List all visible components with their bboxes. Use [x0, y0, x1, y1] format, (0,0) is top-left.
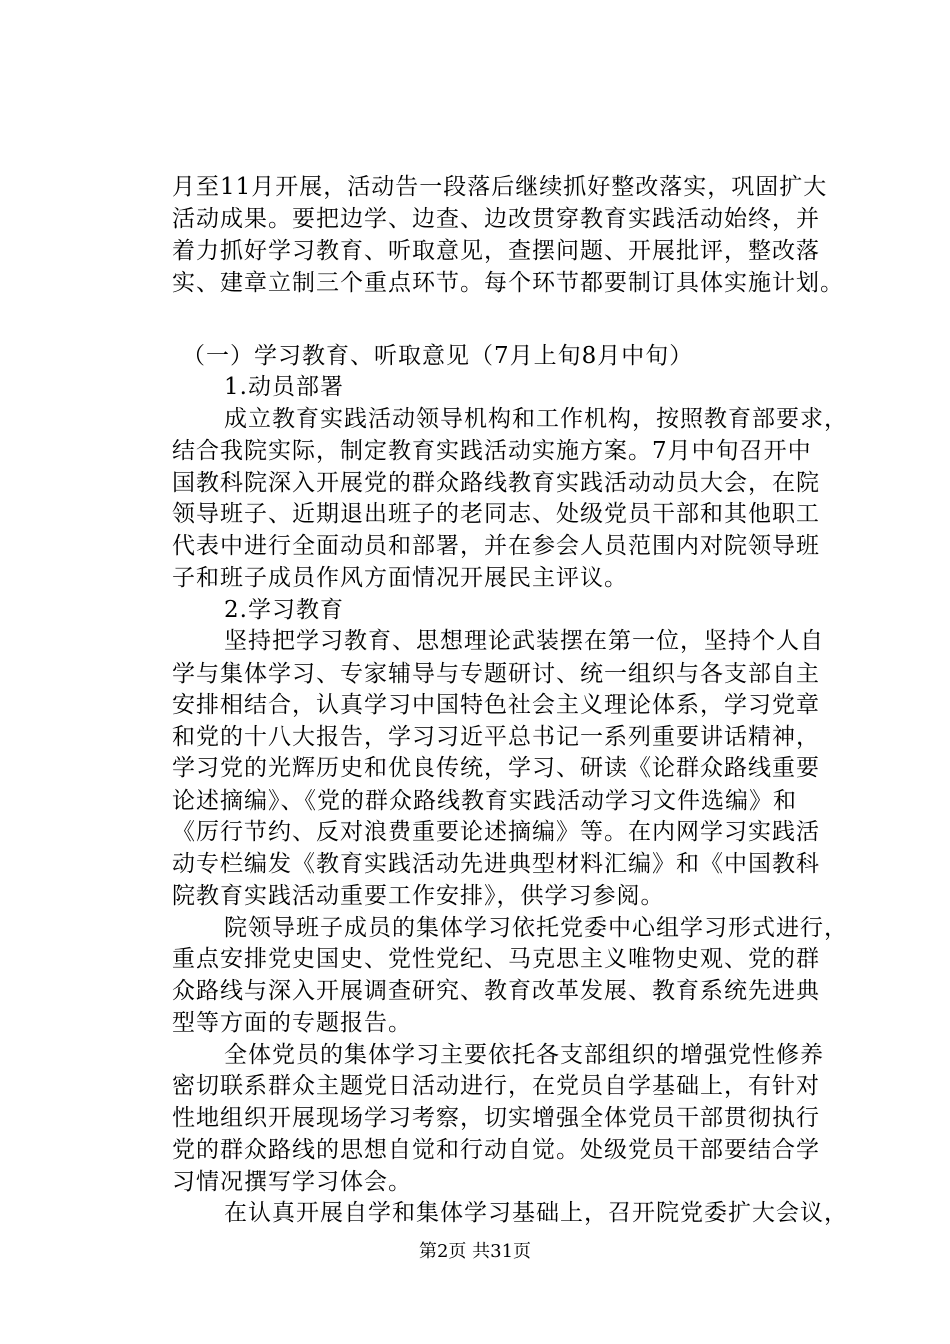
text-line: 月至11月开展，活动告一段落后继续抓好整改落实，巩固扩大	[172, 174, 828, 200]
paragraph-line: 国教科院深入开展党的群众路线教育实践活动动员大会，在院	[172, 470, 820, 496]
paragraph-line: 领导班子、近期退出班子的老同志、处级党员干部和其他职工	[172, 501, 820, 527]
paragraph-line: 和党的十八大报告，学习习近平总书记一系列重要讲话精神，	[172, 724, 820, 750]
paragraph-line: 成立教育实践活动领导机构和工作机构，按照教育部要求，	[224, 406, 848, 432]
paragraph-line: 在认真开展自学和集体学习基础上，召开院党委扩大会议，	[224, 1200, 848, 1226]
paragraph-line: 党的群众路线的思想自觉和行动自觉。处级党员干部要结合学	[172, 1137, 820, 1163]
subsection-heading: 1.动员部署	[224, 374, 344, 400]
paragraph-line: 动专栏编发《教育实践活动先进典型材料汇编》和《中国教科	[172, 851, 820, 877]
paragraph-line: 众路线与深入开展调查研究、教育改革发展、教育系统先进典	[172, 978, 820, 1004]
paragraph-line: 坚持把学习教育、思想理论武装摆在第一位，坚持个人自	[224, 628, 824, 654]
paragraph-line: 重点安排党史国史、党性党纪、马克思主义唯物史观、党的群	[172, 946, 820, 972]
text-line: 着力抓好学习教育、听取意见，查摆问题、开展批评，整改落	[172, 238, 820, 264]
page-footer: 第2页 共31页	[418, 1241, 532, 1262]
paragraph-line: 论述摘编》、《党的群众路线教育实践活动学习文件选编》和	[172, 788, 797, 814]
paragraph-line: 《厉行节约、反对浪费重要论述摘编》等。在内网学习实践活	[172, 819, 820, 845]
paragraph-line: 性地组织开展现场学习考察，切实增强全体党员干部贯彻执行	[172, 1105, 820, 1131]
paragraph-line: 院领导班子成员的集体学习依托党委中心组学习形式进行，	[224, 915, 848, 941]
text-line: 活动成果。要把边学、边查、边改贯穿教育实践活动始终，并	[172, 206, 820, 232]
paragraph-line: 子和班子成员作风方面情况开展民主评议。	[172, 565, 628, 591]
paragraph-line: 安排相结合，认真学习中国特色社会主义理论体系，学习党章	[172, 692, 820, 718]
paragraph-line: 学习党的光辉历史和优良传统，学习、研读《论群众路线重要	[172, 755, 820, 781]
section-heading: （一）学习教育、听取意见（7月上旬8月中旬）	[182, 343, 694, 369]
subsection-heading: 2.学习教育	[224, 597, 344, 623]
paragraph-line: 型等方面的专题报告。	[172, 1010, 412, 1036]
paragraph-line: 全体党员的集体学习主要依托各支部组织的增强党性修养	[224, 1042, 824, 1068]
paragraph-line: 院教育实践活动重要工作安排》，供学习参阅。	[172, 883, 665, 909]
paragraph-line: 密切联系群众主题党日活动进行，在党员自学基础上，有针对	[172, 1073, 820, 1099]
paragraph-line: 习情况撰写学习体会。	[172, 1169, 412, 1195]
paragraph-line: 学与集体学习、专家辅导与专题研讨、统一组织与各支部自主	[172, 661, 820, 687]
text-line: 实、建章立制三个重点环节。每个环节都要制订具体实施计划。	[172, 270, 844, 296]
paragraph-line: 代表中进行全面动员和部署，并在参会人员范围内对院领导班	[172, 533, 820, 559]
paragraph-line: 结合我院实际，制定教育实践活动实施方案。7月中旬召开中	[172, 438, 812, 464]
